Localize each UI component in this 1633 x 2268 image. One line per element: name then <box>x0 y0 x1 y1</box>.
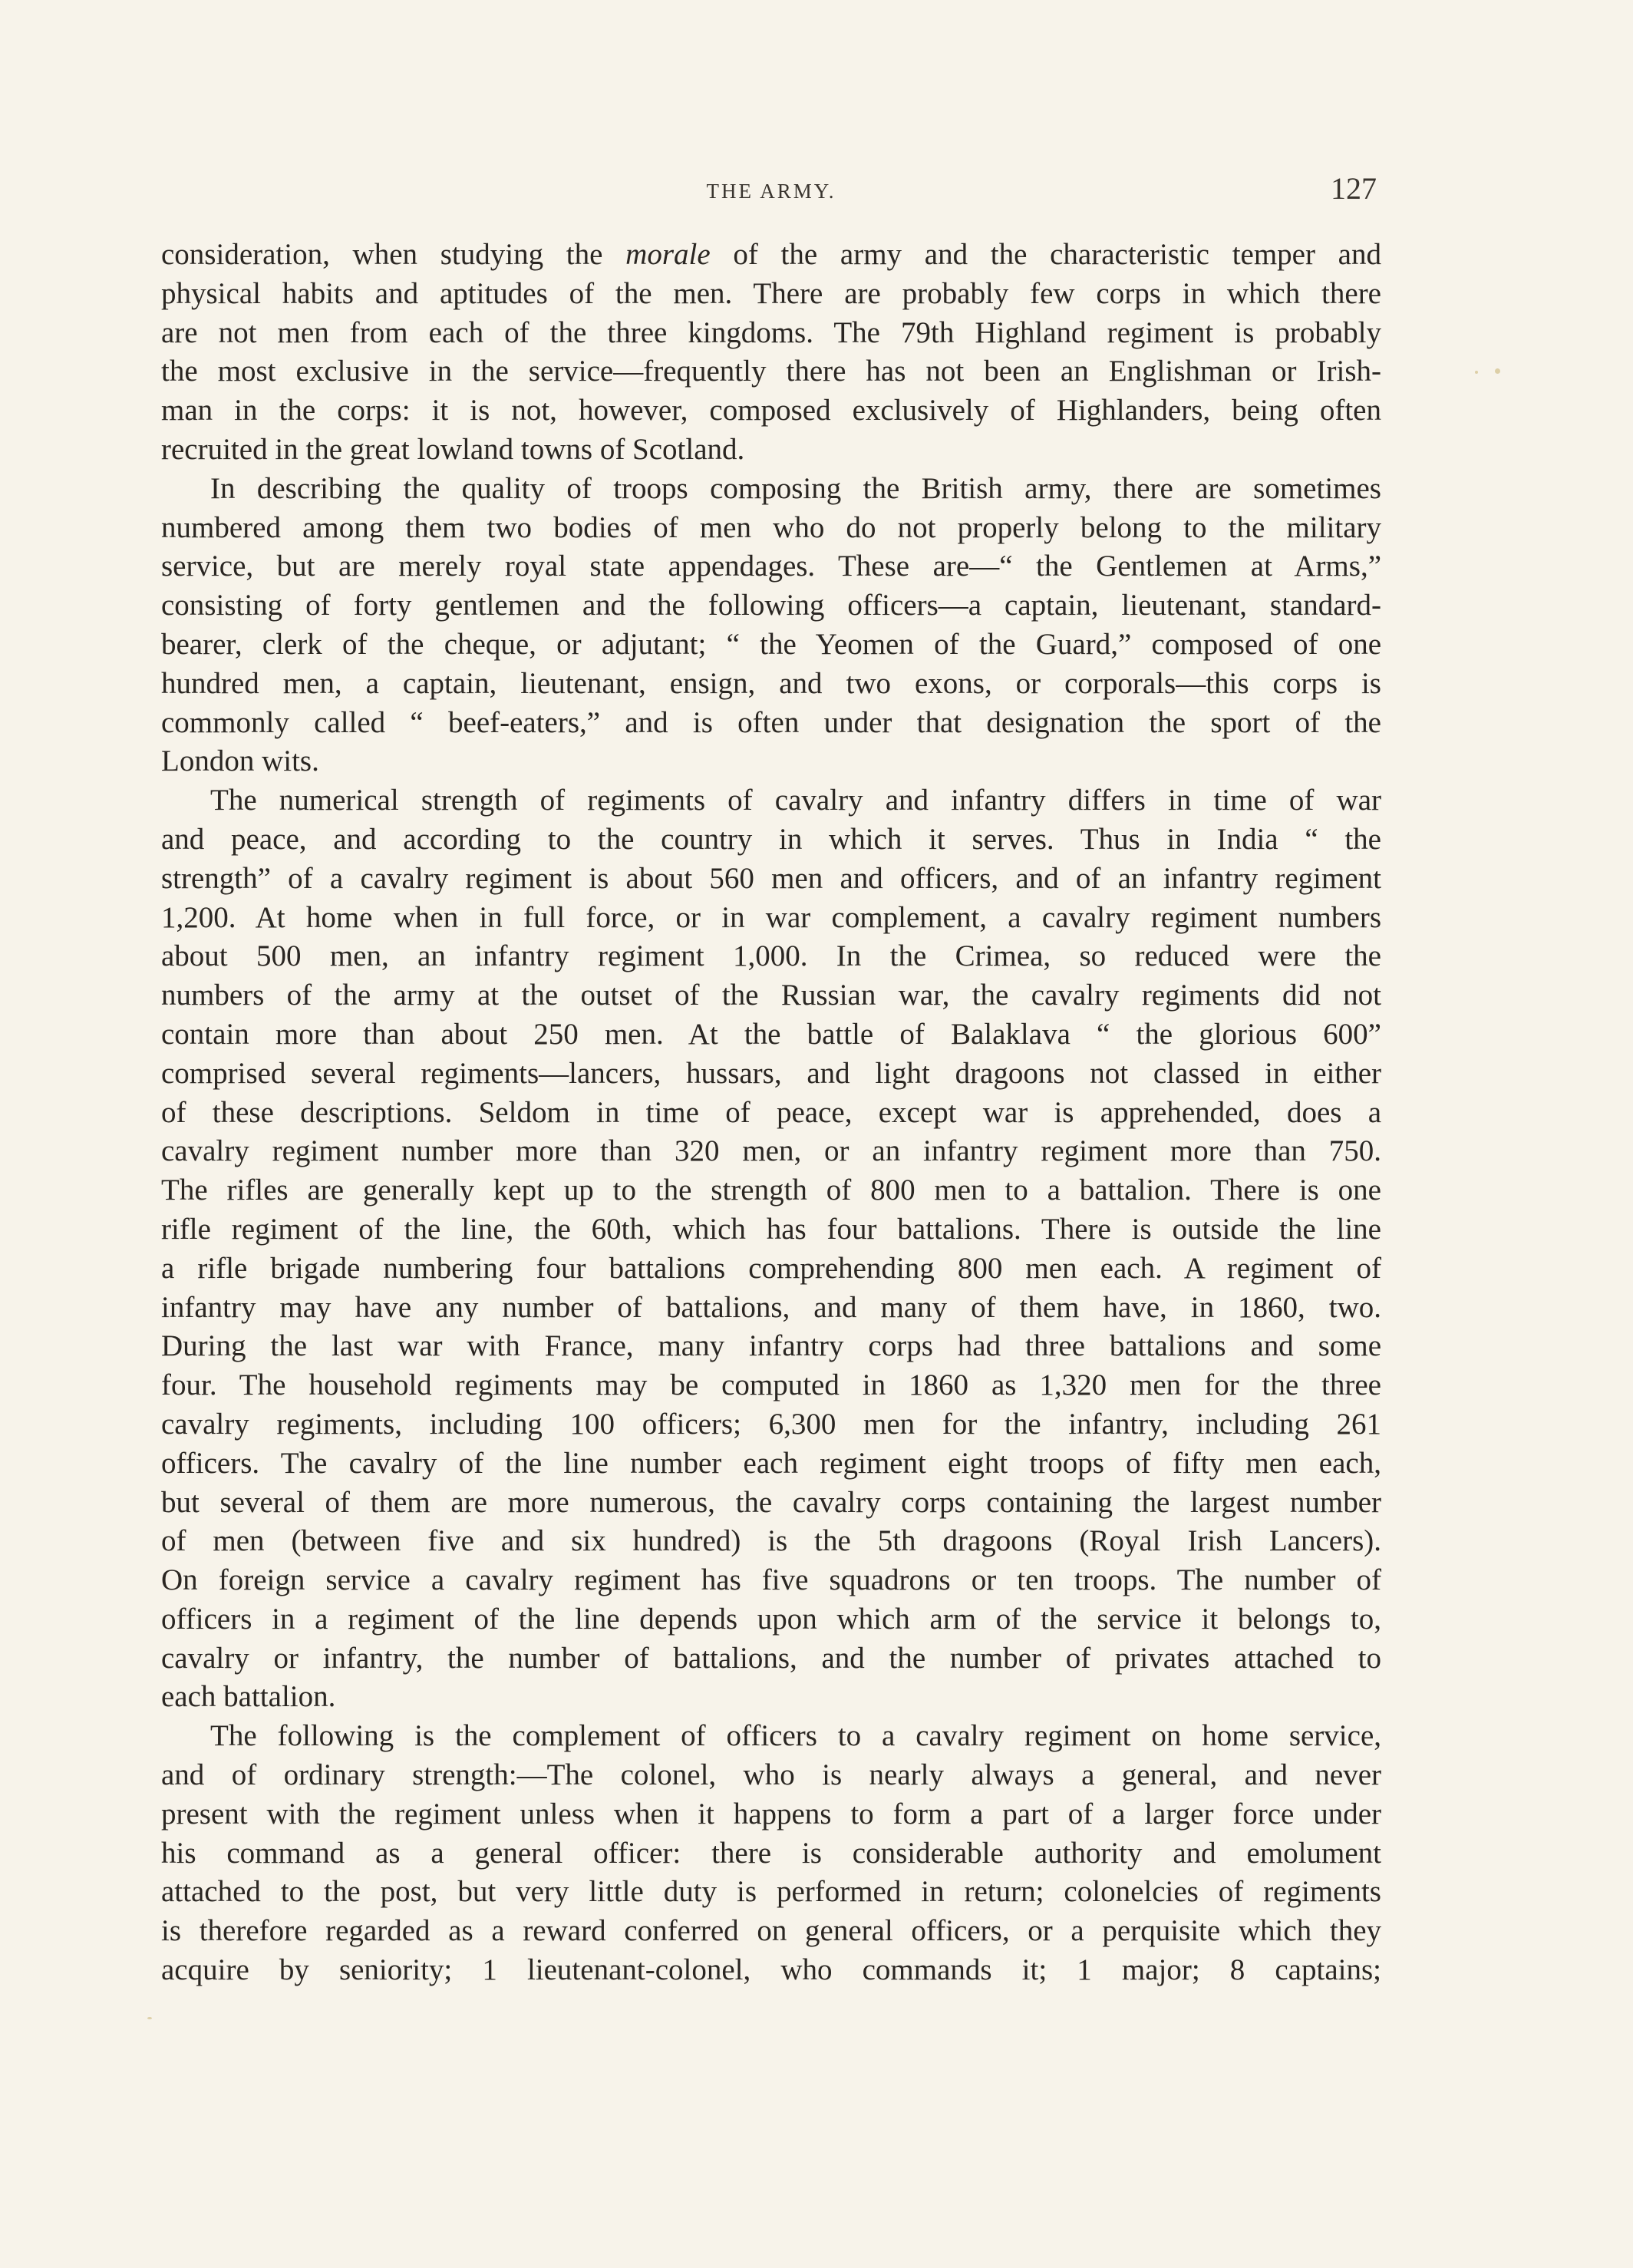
text-line: 1,200. At home when in full force, or in war complement, a cavalry regiment numbers <box>161 900 1381 934</box>
text-line: recruited in the great lowland towns of Scotland. <box>161 432 745 466</box>
text-line: of men (between five and six hundred) is the 5th dragoons (Royal Irish Lancers). <box>161 1524 1381 1558</box>
text-line: hundred men, a captain, lieutenant, ensign, and two exons, or corporals—this corps is <box>161 666 1381 700</box>
text-line: numbered among them two bodies of men who do not properly belong to the military <box>161 510 1381 544</box>
page-number: 127 <box>1331 171 1377 206</box>
text-line: is therefore regarded as a reward conferred on general officers, or a perquisite which they <box>161 1914 1381 1948</box>
running-head <box>161 170 1381 216</box>
text-line: present with the regiment unless when it happens to form a part of a larger force under <box>161 1797 1381 1831</box>
text-line: a rifle brigade numbering four battalions comprehending 800 men each. A regiment of <box>161 1251 1381 1285</box>
text-line: numbers of the army at the outset of the Russian war, the cavalry regiments did not <box>161 979 1381 1012</box>
text-line: consisting of forty gentlemen and the following officers—a captain, lieutenant, standard- <box>161 589 1381 622</box>
text-line: physical habits and aptitudes of the men. There are probably few corps in which there <box>161 276 1381 310</box>
text-line: commonly called “ beef-eaters,” and is often under that designation the sport of the <box>161 705 1381 739</box>
text-line: attached to the post, but very little duty is performed in return; colonelcies of regiments <box>161 1875 1381 1909</box>
text-line: contain more than about 250 men. At the battle of Balaklava “ the glorious 600” <box>161 1017 1381 1051</box>
text-line: cavalry or infantry, the number of battalions, and the number of privates attached to <box>161 1641 1381 1675</box>
text-line: about 500 men, an infantry regiment 1,000. In the Crimea, so reduced were the <box>161 939 1381 973</box>
text-line: but several of them are more numerous, the cavalry corps containing the largest number <box>161 1485 1381 1519</box>
text-line: strength” of a cavalry regiment is about 560 men and officers, and of an infantry regiment <box>161 861 1381 895</box>
paragraph-first-line: In describing the quality of troops composing the British army, there are sometimes <box>210 471 1381 505</box>
text-line: and peace, and according to the country in which it serves. Thus in India “ the <box>161 822 1381 856</box>
emphasis-word: morale <box>625 238 711 271</box>
text-line: of these descriptions. Seldom in time of peace, except war is apprehended, does a <box>161 1095 1381 1129</box>
text-line: man in the corps: it is not, however, composed exclusively of Highlanders, being often <box>161 394 1381 428</box>
text-line: acquire by seniority; 1 lieutenant-colonel, who commands it; 1 major; 8 captains; <box>161 1953 1381 1987</box>
text-line: four. The household regiments may be computed in 1860 as 1,320 men for the three <box>161 1368 1381 1402</box>
text-line: On foreign service a cavalry regiment has five squadrons or ten troops. The number of <box>161 1563 1381 1597</box>
text-line: During the last war with France, many infantry corps had three battalions and some <box>161 1329 1381 1363</box>
paragraph-first-line: The following is the complement of officers to a cavalry regiment on home service, <box>210 1719 1381 1753</box>
paper-speck <box>147 2017 152 2019</box>
text-line: bearer, clerk of the cheque, or adjutant; “ the Yeomen of the Guard,” composed of one <box>161 627 1381 661</box>
text-line: comprised several regiments—lancers, hussars, and light dragoons not classed in either <box>161 1056 1381 1090</box>
text-line: are not men from each of the three kingdoms. The 79th Highland regiment is probably <box>161 315 1381 349</box>
text-line: officers. The cavalry of the line number each regiment eight troops of fifty men each, <box>161 1446 1381 1480</box>
paragraph-first-line: The numerical strength of regiments of cavalry and infantry differs in time of war <box>210 784 1381 817</box>
text-line: London wits. <box>161 744 319 778</box>
text-line: service, but are merely royal state appendages. These are—“ the Gentlemen at Arms,” <box>161 550 1381 583</box>
text-line: The rifles are generally kept up to the strength of 800 men to a battalion. There is one <box>161 1174 1381 1207</box>
text-line: cavalry regiments, including 100 officers; 6,300 men for the infantry, including 261 <box>161 1407 1381 1441</box>
text-line: each battalion. <box>161 1680 336 1714</box>
text-line: officers in a regiment of the line depends upon which arm of the service it belongs to, <box>161 1602 1381 1636</box>
body-text <box>161 236 1381 1990</box>
text-line: rifle regiment of the line, the 60th, which has four battalions. There is outside the line <box>161 1212 1381 1246</box>
paper-speck <box>1475 371 1478 374</box>
paper-speck <box>1495 368 1500 374</box>
text-line: infantry may have any number of battalions, and many of them have, in 1860, two. <box>161 1290 1381 1324</box>
running-title: THE ARMY. <box>706 180 836 203</box>
text-line: his command as a general officer: there is considerable authority and emolument <box>161 1836 1381 1870</box>
text-line: consideration, when studying the morale of the army and the characteristic temper and <box>161 238 1381 271</box>
text-line: cavalry regiment number more than 320 men, or an infantry regiment more than 750. <box>161 1134 1381 1168</box>
text-line: the most exclusive in the service—frequently there has not been an Englishman or Irish- <box>161 355 1381 388</box>
text-line: and of ordinary strength:—The colonel, who is nearly always a general, and never <box>161 1758 1381 1792</box>
